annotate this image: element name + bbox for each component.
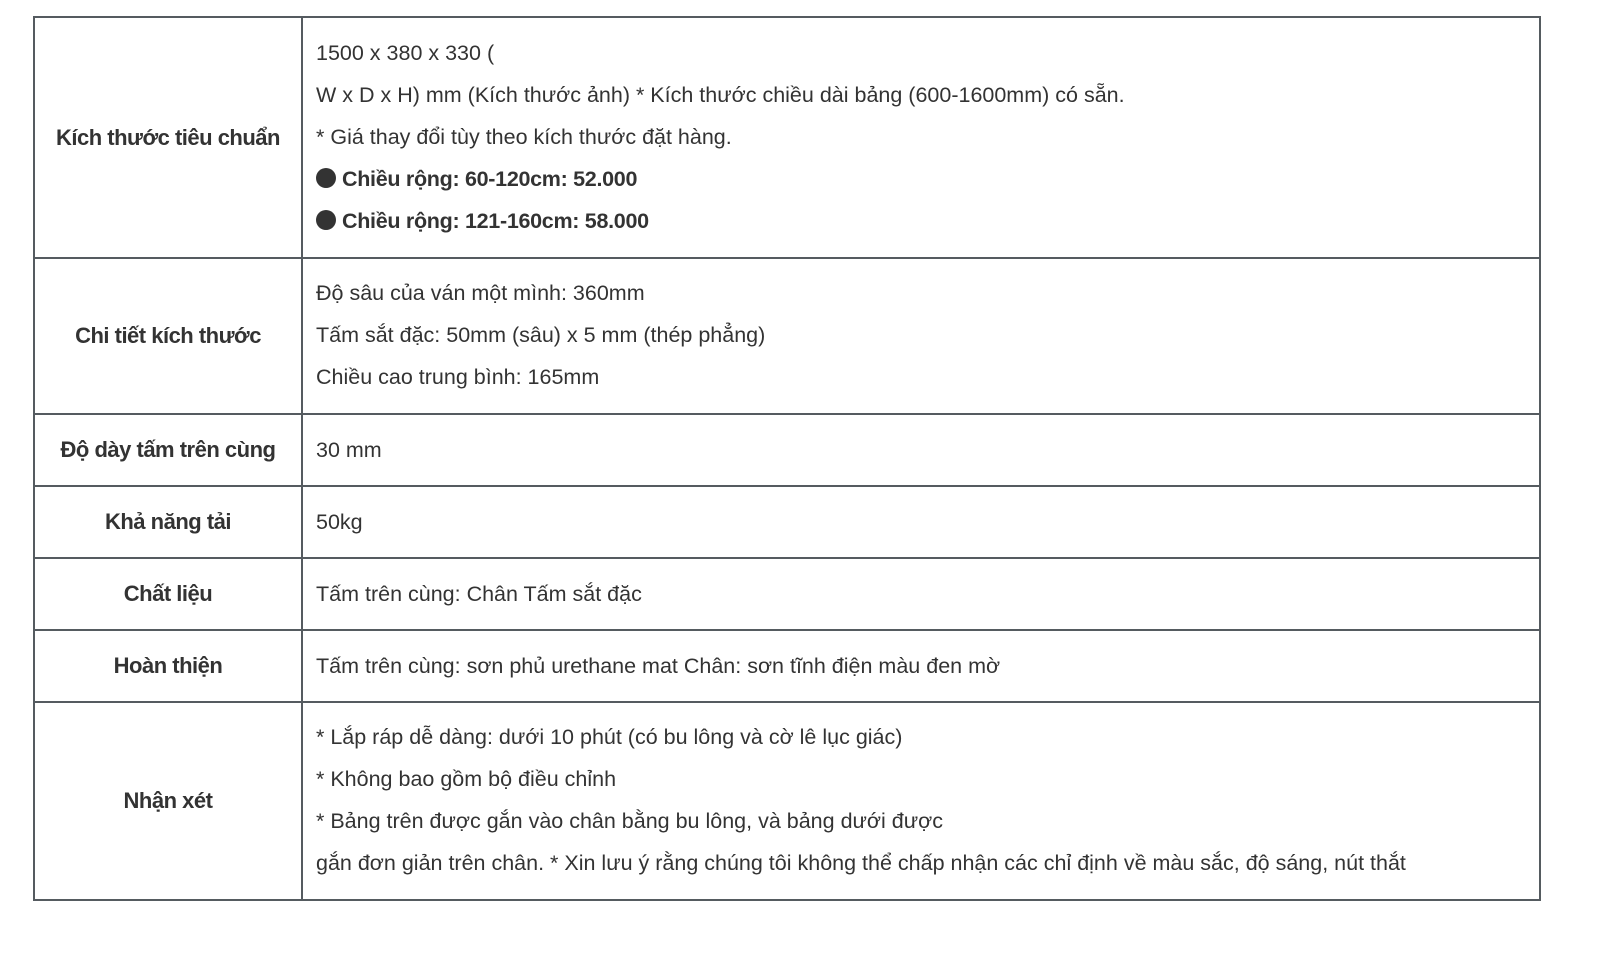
spec-line: W x D x H) mm (Kích thước ảnh) * Kích thước chiều dài bảng (600-1600mm) có sẵn. bbox=[316, 82, 1125, 107]
spec-line: Tấm trên cùng: sơn phủ urethane mat Chân: sơn tĩnh điện màu đen mờ bbox=[316, 654, 1001, 678]
spec-line: * Giá thay đổi tùy theo kích thước đặt hàng. bbox=[316, 124, 732, 149]
spec-row-remarks bbox=[34, 702, 1540, 900]
spec-value bbox=[302, 486, 1540, 558]
spec-line: * Bảng trên được gắn vào chân bằng bu lông, và bảng dưới được bbox=[316, 809, 943, 833]
spec-label: Kích thước tiêu chuẩn bbox=[34, 17, 302, 258]
spec-line: Chiều cao trung bình: 165mm bbox=[316, 365, 600, 389]
filled-circle-icon bbox=[316, 210, 336, 230]
spec-line: * Lắp ráp dễ dàng: dưới 10 phút (có bu lông và cờ lê lục giác) bbox=[316, 725, 903, 749]
spec-row-size-details bbox=[34, 258, 1540, 414]
spec-row-load-capacity bbox=[34, 486, 1540, 558]
spec-value bbox=[302, 258, 1540, 414]
spec-label: Chi tiết kích thước bbox=[34, 258, 302, 414]
spec-row-top-thickness bbox=[34, 414, 1540, 486]
spec-line: * Không bao gồm bộ điều chỉnh bbox=[316, 767, 617, 791]
spec-label: Nhận xét bbox=[34, 702, 302, 900]
product-spec-table bbox=[33, 16, 1541, 901]
price-line-text: Chiều rộng: 60-120cm: 52.000 bbox=[342, 166, 638, 191]
spec-line: 1500 x 380 x 330 ( bbox=[316, 40, 495, 65]
spec-line: 30 mm bbox=[316, 438, 382, 462]
price-line-width-60-120 bbox=[316, 158, 1526, 200]
filled-circle-icon bbox=[316, 168, 336, 188]
spec-value bbox=[302, 414, 1540, 486]
spec-line: Độ sâu của ván một mình: 360mm bbox=[316, 281, 645, 305]
spec-label: Độ dày tấm trên cùng bbox=[34, 414, 302, 486]
spec-value bbox=[302, 702, 1540, 900]
spec-line: Tấm sắt đặc: 50mm (sâu) x 5 mm (thép phẳng) bbox=[316, 323, 766, 347]
spec-label: Chất liệu bbox=[34, 558, 302, 630]
spec-line: Tấm trên cùng: Chân Tấm sắt đặc bbox=[316, 582, 642, 606]
spec-row-material bbox=[34, 558, 1540, 630]
price-line-text: Chiều rộng: 121-160cm: 58.000 bbox=[342, 208, 649, 233]
spec-label: Hoàn thiện bbox=[34, 630, 302, 702]
spec-value bbox=[302, 558, 1540, 630]
spec-value bbox=[302, 630, 1540, 702]
spec-line: gắn đơn giản trên chân. * Xin lưu ý rằng chúng tôi không thể chấp nhận các chỉ định về màu sắc, độ sáng, nút thắt bbox=[316, 851, 1406, 875]
spec-row-standard-size bbox=[34, 17, 1540, 258]
spec-value bbox=[302, 17, 1540, 258]
spec-line: 50kg bbox=[316, 510, 363, 534]
price-line-width-121-160 bbox=[316, 200, 1526, 242]
spec-label: Khả năng tải bbox=[34, 486, 302, 558]
spec-row-finish bbox=[34, 630, 1540, 702]
